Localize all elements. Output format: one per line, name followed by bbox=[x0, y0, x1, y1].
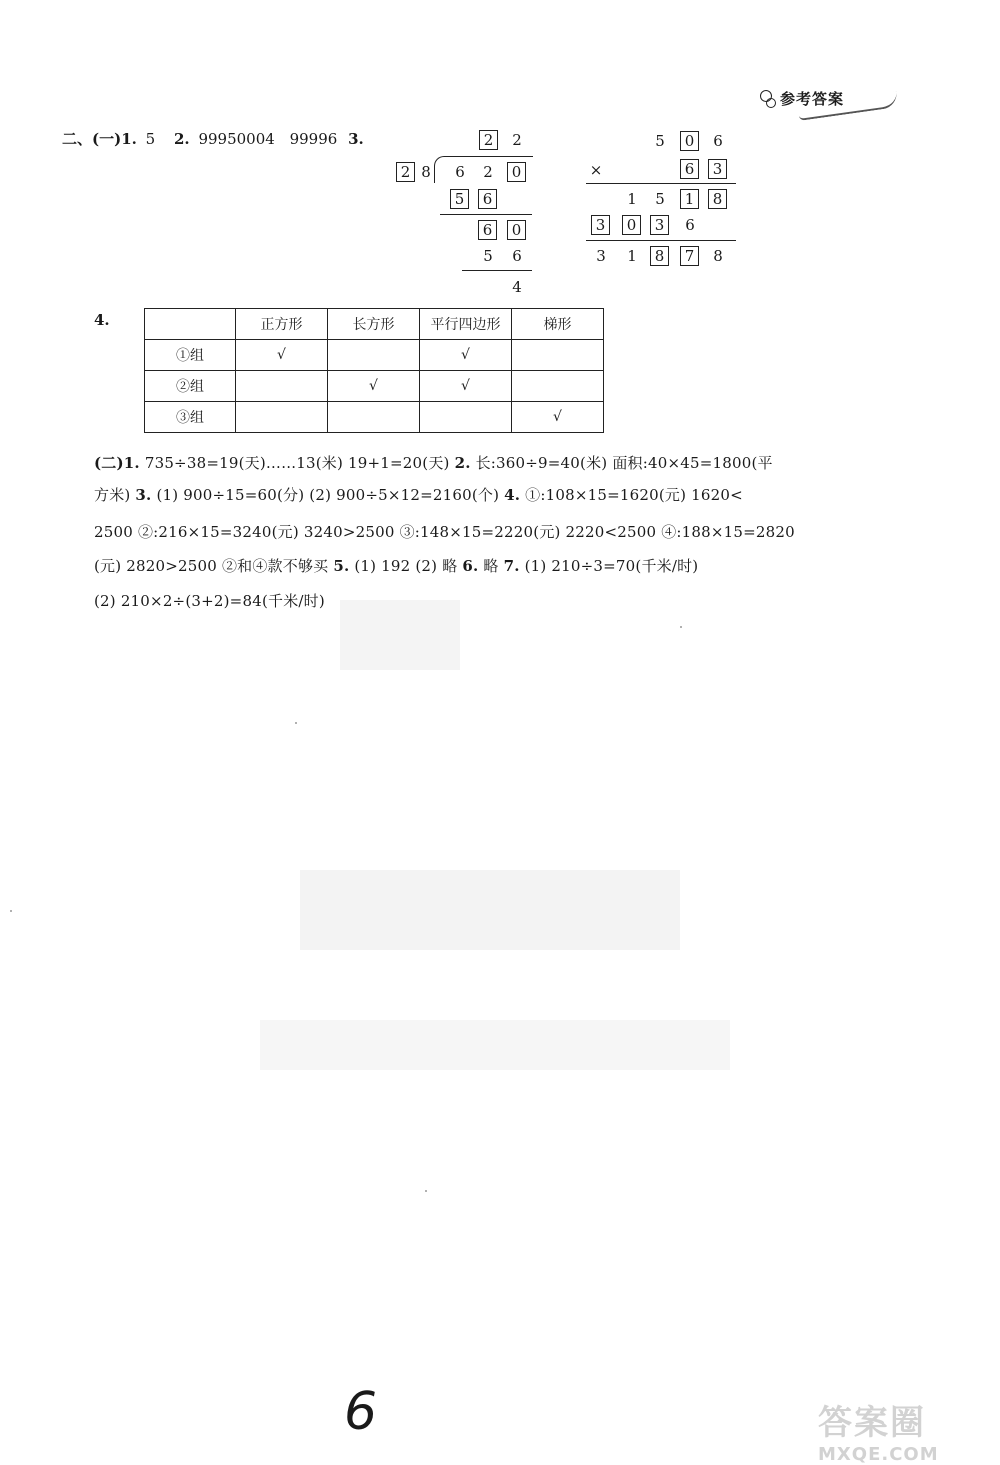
question-number: 5. bbox=[333, 557, 350, 575]
answer-text: (1) 192 (2) 略 bbox=[349, 557, 463, 575]
part2-line-2 bbox=[94, 484, 743, 505]
table-cell bbox=[420, 402, 512, 433]
remainder-digit: 4 bbox=[512, 278, 522, 296]
table-cell: √ bbox=[236, 340, 328, 371]
question-number: 7. bbox=[503, 557, 520, 575]
shape-table bbox=[144, 308, 604, 433]
answer-text: 略 bbox=[478, 557, 504, 575]
table-cell bbox=[512, 340, 604, 371]
part2-line-3 bbox=[94, 521, 795, 542]
divisor-digit: 8 bbox=[421, 163, 431, 181]
dividend-digit-boxed: 0 bbox=[507, 162, 526, 182]
answer-text: 735÷38=19(天)……13(米) 19+1=20(天) bbox=[139, 454, 455, 472]
table-header-cell: 梯形 bbox=[512, 309, 604, 340]
dividend-digit: 6 bbox=[455, 163, 465, 181]
partial2-digit-boxed: 3 bbox=[650, 215, 669, 235]
question-number: 1. bbox=[123, 454, 140, 472]
part1-prefix: 二、(一) bbox=[62, 130, 122, 148]
table-cell: √ bbox=[512, 402, 604, 433]
partial1-digit-boxed: 8 bbox=[708, 189, 727, 209]
part2-line-1 bbox=[94, 452, 773, 473]
answer-text: 2500 ②:216×15=3240(元) 3240>2500 ③:148×15=2220(元) 2220<2500 ④:188×15=2820 bbox=[94, 523, 795, 541]
partial2-digit-boxed: 3 bbox=[591, 215, 610, 235]
step3-digit: 5 bbox=[483, 247, 493, 265]
result-digit-boxed: 8 bbox=[650, 246, 669, 266]
speck bbox=[680, 626, 682, 628]
question-number: 6. bbox=[462, 557, 479, 575]
step1-digit-boxed: 5 bbox=[450, 189, 469, 209]
quotient-digit-boxed: 2 bbox=[479, 130, 498, 150]
site-watermark bbox=[818, 1395, 990, 1465]
handwritten-page-number: 6 bbox=[344, 1382, 378, 1442]
table-cell bbox=[328, 340, 420, 371]
table-row bbox=[145, 340, 604, 371]
partial2-digit-boxed: 0 bbox=[622, 215, 641, 235]
speck bbox=[295, 722, 297, 724]
multiplier-digit-boxed: 6 bbox=[680, 159, 699, 179]
table-cell: ①组 bbox=[145, 340, 236, 371]
answer-text: 方米) bbox=[94, 486, 136, 504]
answer-text: 长:360÷9=40(米) 面积:40×45=1800(平 bbox=[470, 454, 773, 472]
step3-digit: 6 bbox=[512, 247, 522, 265]
partial1-digit: 5 bbox=[655, 190, 665, 208]
table-cell bbox=[236, 402, 328, 433]
answer-text: (2) 210×2÷(3+2)=84(千米/时) bbox=[94, 592, 325, 610]
multiplicand-digit-boxed: 0 bbox=[680, 131, 699, 151]
times-sign: × bbox=[589, 161, 603, 179]
watermark-url: MXQE.COM bbox=[818, 1444, 939, 1465]
table-cell bbox=[512, 371, 604, 402]
division-rule bbox=[462, 270, 532, 271]
show-through-smudge bbox=[300, 870, 680, 950]
show-through-smudge bbox=[260, 1020, 730, 1070]
partial1-digit-boxed: 1 bbox=[680, 189, 699, 209]
table-cell: ③组 bbox=[145, 402, 236, 433]
result-digit-boxed: 7 bbox=[680, 246, 699, 266]
part2-line-5 bbox=[94, 590, 325, 611]
answer-text: (1) 210÷3=70(千米/时) bbox=[519, 557, 699, 575]
multiplication-rule bbox=[586, 183, 736, 184]
answer-key-title: 参考答案 bbox=[780, 90, 845, 108]
table-header-cell: 平行四边形 bbox=[420, 309, 512, 340]
answer-text: ①:108×15=1620(元) 1620< bbox=[520, 486, 743, 504]
result-digit: 8 bbox=[713, 247, 723, 265]
partial1-digit: 1 bbox=[627, 190, 637, 208]
table-header-cell: 长方形 bbox=[328, 309, 420, 340]
quotient-digit: 2 bbox=[512, 131, 522, 149]
divisor-digit-boxed: 2 bbox=[396, 162, 415, 182]
question-number: 3. bbox=[135, 486, 152, 504]
q4-number: 4. bbox=[94, 311, 110, 329]
step1-digit-boxed: 6 bbox=[478, 189, 497, 209]
table-cell: √ bbox=[420, 340, 512, 371]
table-row bbox=[145, 402, 604, 433]
answer-text: (元) 2820>2500 ②和④款不够买 bbox=[94, 557, 334, 575]
q1-number: 1. bbox=[121, 130, 137, 148]
answer-text: (1) 900÷15=60(分) (2) 900÷5×12=2160(个) bbox=[151, 486, 505, 504]
answer-key-badge bbox=[758, 84, 898, 124]
step2-digit-boxed: 6 bbox=[478, 220, 497, 240]
division-rule bbox=[440, 214, 532, 215]
q2-answer-1: 99950004 bbox=[198, 130, 275, 148]
table-cell bbox=[328, 402, 420, 433]
speck bbox=[10, 910, 12, 912]
result-digit: 1 bbox=[627, 247, 637, 265]
table-cell bbox=[236, 371, 328, 402]
speck bbox=[425, 1190, 427, 1192]
table-cell: √ bbox=[328, 371, 420, 402]
q1-answer: 5 bbox=[145, 130, 156, 148]
multiplication-rule bbox=[586, 240, 736, 241]
table-header-cell bbox=[145, 309, 236, 340]
table-cell: √ bbox=[420, 371, 512, 402]
partial2-digit: 6 bbox=[685, 216, 695, 234]
q2-answer-2: 99996 bbox=[289, 130, 338, 148]
table-row bbox=[145, 371, 604, 402]
result-digit: 3 bbox=[596, 247, 606, 265]
table-cell: ②组 bbox=[145, 371, 236, 402]
circle-icon bbox=[766, 98, 776, 108]
question-number: 2. bbox=[454, 454, 471, 472]
multiplicand-digit: 5 bbox=[655, 132, 665, 150]
part1-line bbox=[62, 128, 364, 149]
multiplier-digit-boxed: 3 bbox=[708, 159, 727, 179]
q3-number: 3. bbox=[348, 130, 364, 148]
table-header-row bbox=[145, 309, 604, 340]
table-header-cell: 正方形 bbox=[236, 309, 328, 340]
question-number: 4. bbox=[504, 486, 521, 504]
q2-number: 2. bbox=[173, 130, 190, 148]
part2-prefix: (二) bbox=[94, 454, 124, 472]
show-through-smudge bbox=[340, 600, 460, 670]
dividend-digit: 2 bbox=[483, 163, 493, 181]
multiplicand-digit: 6 bbox=[713, 132, 723, 150]
step2-digit-boxed: 0 bbox=[507, 220, 526, 240]
part2-line-4 bbox=[94, 555, 698, 576]
watermark-logo-text: 答案圈 bbox=[818, 1403, 926, 1443]
